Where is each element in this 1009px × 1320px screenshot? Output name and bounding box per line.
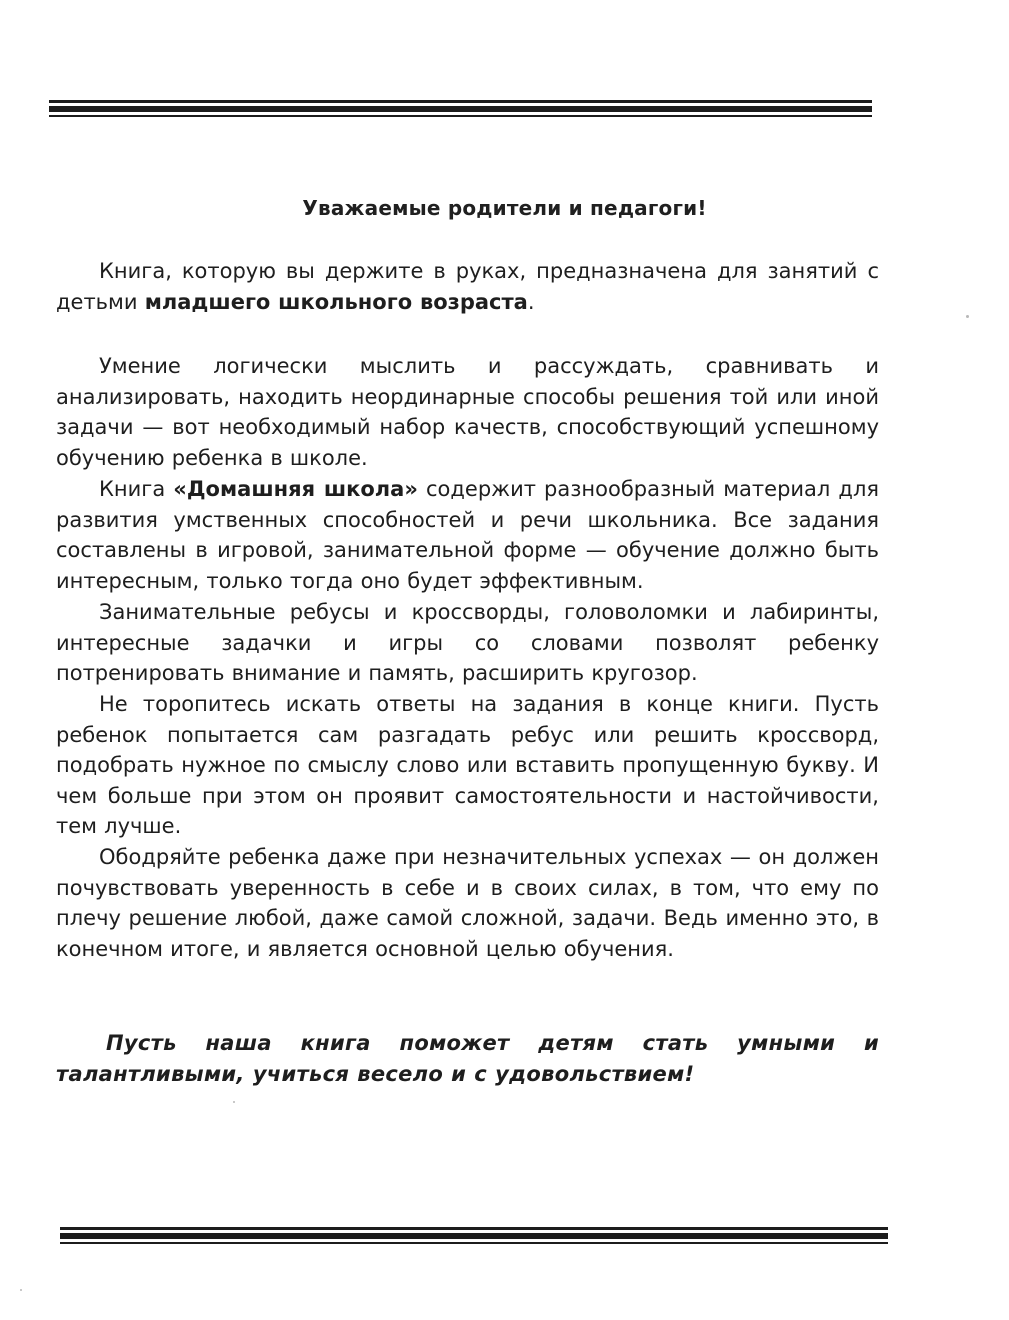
page-title: Уважаемые родители и педагоги!: [302, 196, 707, 220]
paragraph-skills: Умение логически мыслить и рассуждать, сравнивать и анализировать, находить неординарные способы решения той или иной задачи — вот необходимый набор качеств, способствующий успешному обучению ребенка в школе.: [56, 354, 879, 470]
paragraph-intro-end: .: [527, 289, 535, 314]
scan-speck: [966, 315, 969, 318]
paragraph-intro-text: Книга, которую вы держите в руках, предназначена для занятий с детьми: [56, 259, 879, 314]
top-divider-line: [49, 106, 872, 112]
paragraph-puzzles: Занимательные ребусы и кроссворды, головоломки и лабиринты, интересные задачки и игры со словами позволят ребенку потренировать внимание и память, расширить кругозор.: [56, 600, 879, 686]
age-group-emphasis: младшего школьного возраста: [144, 289, 528, 314]
paragraph-book: [56, 474, 879, 596]
top-divider-line: [49, 100, 872, 103]
paragraph-book-text: содержит разнообразный материал для развития умственных способностей и речи школьника. Все задания составлены в игровой, занимательной форме — обучение должно быть интересным, только тогда оно будет эффективным.: [56, 477, 879, 593]
paragraph-answers: Не торопитесь искать ответы на задания в конце книги. Пусть ребенок попытается сам разгадать ребус или решить кроссворд, подобрать нужное по смыслу слово или вставить пропущенную букву. И чем больше при этом он проявит самостоятельности и настойчивости, тем лучше.: [56, 692, 879, 839]
paragraph-encourage: Ободряйте ребенка даже при незначительных успехах — он должен почувствовать уверенность в себе и в своих силах, в том, что ему по плечу решение любой, даже самой сложной, задачи. Ведь именно это, в конечном итоге, и является основной целью обучения.: [56, 845, 879, 961]
paragraph-book-start: Книга: [99, 477, 174, 501]
scan-speck: [233, 1101, 235, 1103]
scan-speck: [20, 1289, 22, 1291]
bottom-divider-line: [60, 1227, 888, 1230]
bottom-divider-line: [60, 1233, 888, 1239]
bottom-divider-line: [60, 1242, 888, 1244]
book-title-emphasis: «Домашняя школа»: [173, 477, 418, 501]
closing-wish: Пусть наша книга поможет детям стать умными и талантливыми, учиться весело и с удовольствием!: [56, 1031, 879, 1086]
top-divider-line: [49, 115, 872, 117]
paragraph-intro: [56, 256, 879, 317]
